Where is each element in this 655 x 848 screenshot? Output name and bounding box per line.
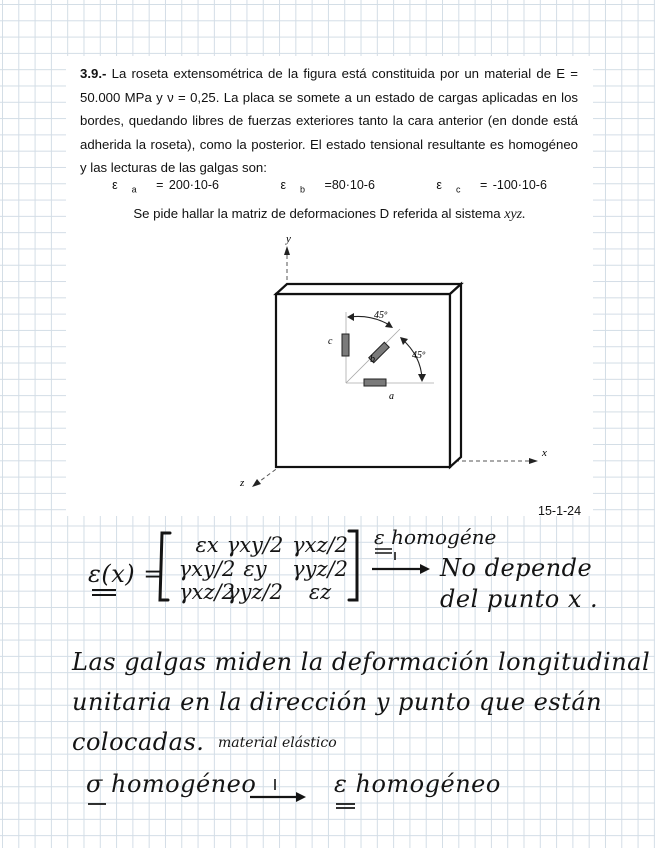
gauge-b-label: b: [370, 354, 375, 365]
matrix-cell-r2c1: γxy/2: [178, 557, 236, 581]
y-axis-label: y: [286, 233, 291, 245]
problem-number: 3.9.-: [80, 66, 107, 81]
note-homogeneous: ε homogéne: [374, 525, 497, 549]
angle-label-right: 45º: [412, 350, 426, 361]
matrix-cell-r3c1: γxz/2: [179, 580, 235, 604]
matrix-cell-r3c3: εz: [308, 580, 332, 604]
gauge-a-label: a: [389, 391, 394, 402]
matrix-cell-r1c1: εx: [195, 533, 219, 557]
final-left: σ homogéneo: [86, 770, 257, 798]
strain-b: ε $_b$ =80·10-6: [280, 178, 375, 195]
final-right: ε homogéneo: [334, 770, 501, 798]
matrix-cell-r2c2: εy: [243, 557, 267, 581]
final-arrow-head: [296, 792, 306, 802]
matrix-lhs: ε(x) =: [88, 560, 164, 588]
question-system: xyz.: [504, 207, 526, 222]
matrix-cell-r2c3: γyz/2: [292, 557, 348, 581]
implies-arrow-head: [420, 564, 430, 574]
problem-body: La roseta extensométrica de la figura está constituida por un material de E = 50.000 MPa y ν = 0,25. La placa se somete a un estado de cargas aplicadas en los bordes, quedando libres de fuerzas exteriores tanto la cara anterior (en donde está adherida la roseta), como la posterior. El estado tensional resultante es homogéneo y las lecturas de las galgas son:: [80, 66, 578, 176]
gauge-c-label: c: [328, 336, 333, 347]
paragraph-line-1: Las galgas miden la deformación longitudinal: [72, 648, 651, 676]
note-no-depende: No depende: [440, 554, 593, 582]
z-axis-label: z: [240, 477, 245, 489]
matrix-cell-r1c2: γxy/2: [226, 533, 284, 557]
question-text: Se pide hallar la matriz de deformaciones D referida al sistema: [133, 206, 501, 221]
note-del-punto: del punto x .: [440, 585, 599, 613]
paragraph-line-2: unitaria en la dirección y punto que están: [72, 688, 603, 716]
strain-a: ε $_a$ = 200·10-6: [112, 178, 219, 195]
angle-label-top: 45º: [374, 310, 388, 321]
paragraph-aside: material elástico: [218, 735, 337, 751]
matrix-cell-r3c2: γyz/2: [227, 580, 283, 604]
x-axis-label: x: [542, 447, 547, 459]
page-date: 15-1-24: [538, 504, 582, 518]
matrix-cell-r1c3: γxz/2: [292, 533, 348, 557]
paragraph-line-3: colocadas.: [72, 728, 205, 756]
strain-c: ε $_c$ = -100·10-6: [436, 178, 547, 195]
